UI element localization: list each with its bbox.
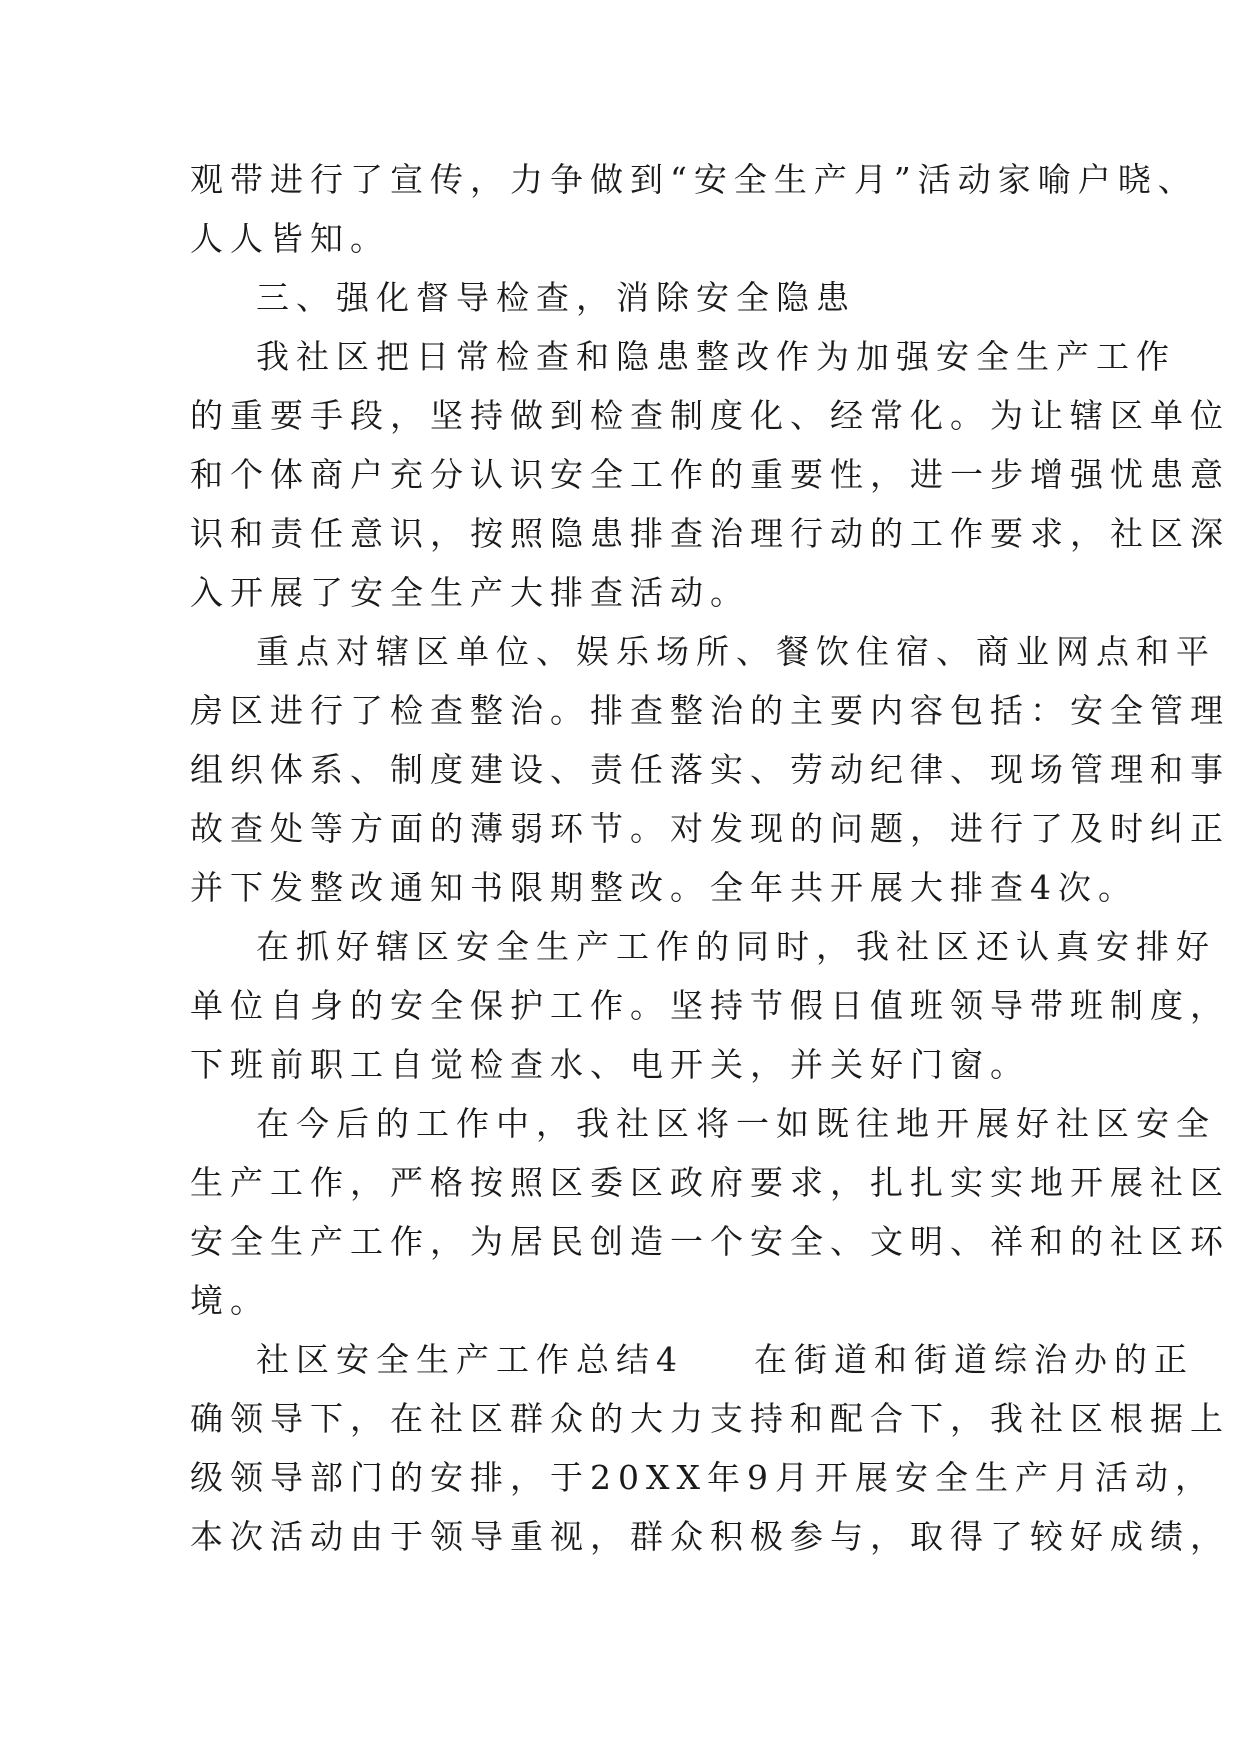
text-line: 组织体系、制度建设、责任落实、劳动纪律、现场管理和事 <box>190 750 1230 789</box>
text-line: 单位自身的安全保护工作。坚持节假日值班领导带班制度， <box>190 986 1230 1025</box>
text-line <box>190 1330 1194 1389</box>
text-line: 人人皆知。 <box>190 219 390 258</box>
text-line: 故查处等方面的薄弱环节。对发现的问题，进行了及时纠正 <box>190 809 1230 848</box>
text-line: 确领导下，在社区群众的大力支持和配合下，我社区根据上 <box>190 1399 1230 1438</box>
text-line: 安全生产工作，为居民创造一个安全、文明、祥和的社区环 <box>190 1222 1230 1261</box>
document-body <box>190 150 1230 1566</box>
section-heading: 三、强化督导检查，消除安全隐患 <box>256 278 856 317</box>
text-line: 识和责任意识，按照隐患排查治理行动的工作要求，社区深 <box>190 514 1230 553</box>
text-line: 本次活动由于领导重视，群众积极参与，取得了较好成绩， <box>190 1517 1230 1556</box>
text-line: 下班前职工自觉检查水、电开关，并关好门窗。 <box>190 1045 1030 1084</box>
text-line: 级领导部门的安排，于20XX年9月开展安全生产月活动， <box>190 1458 1215 1497</box>
summary-text: 在街道和街道综治办的正 <box>754 1340 1194 1379</box>
text-line: 的重要手段，坚持做到检查制度化、经常化。为让辖区单位 <box>190 396 1230 435</box>
text-line: 在抓好辖区安全生产工作的同时，我社区还认真安排好 <box>256 927 1216 966</box>
text-line: 入开展了安全生产大排查活动。 <box>190 573 750 612</box>
text-line: 在今后的工作中，我社区将一如既往地开展好社区安全 <box>256 1104 1216 1143</box>
text-line: 生产工作，严格按照区委区政府要求，扎扎实实地开展社区 <box>190 1163 1230 1202</box>
text-line: 和个体商户充分认识安全工作的重要性，进一步增强忧患意 <box>190 455 1230 494</box>
text-line: 重点对辖区单位、娱乐场所、餐饮住宿、商业网点和平 <box>256 632 1216 671</box>
text-line: 观带进行了宣传，力争做到“安全生产月”活动家喻户晓、 <box>190 160 1198 199</box>
summary-title: 社区安全生产工作总结4 <box>256 1340 684 1379</box>
text-line: 境。 <box>190 1281 270 1320</box>
text-line: 房区进行了检查整治。排查整治的主要内容包括：安全管理 <box>190 691 1230 730</box>
text-line: 我社区把日常检查和隐患整改作为加强安全生产工作 <box>256 337 1176 376</box>
text-line: 并下发整改通知书限期整改。全年共开展大排查4次。 <box>190 868 1138 907</box>
